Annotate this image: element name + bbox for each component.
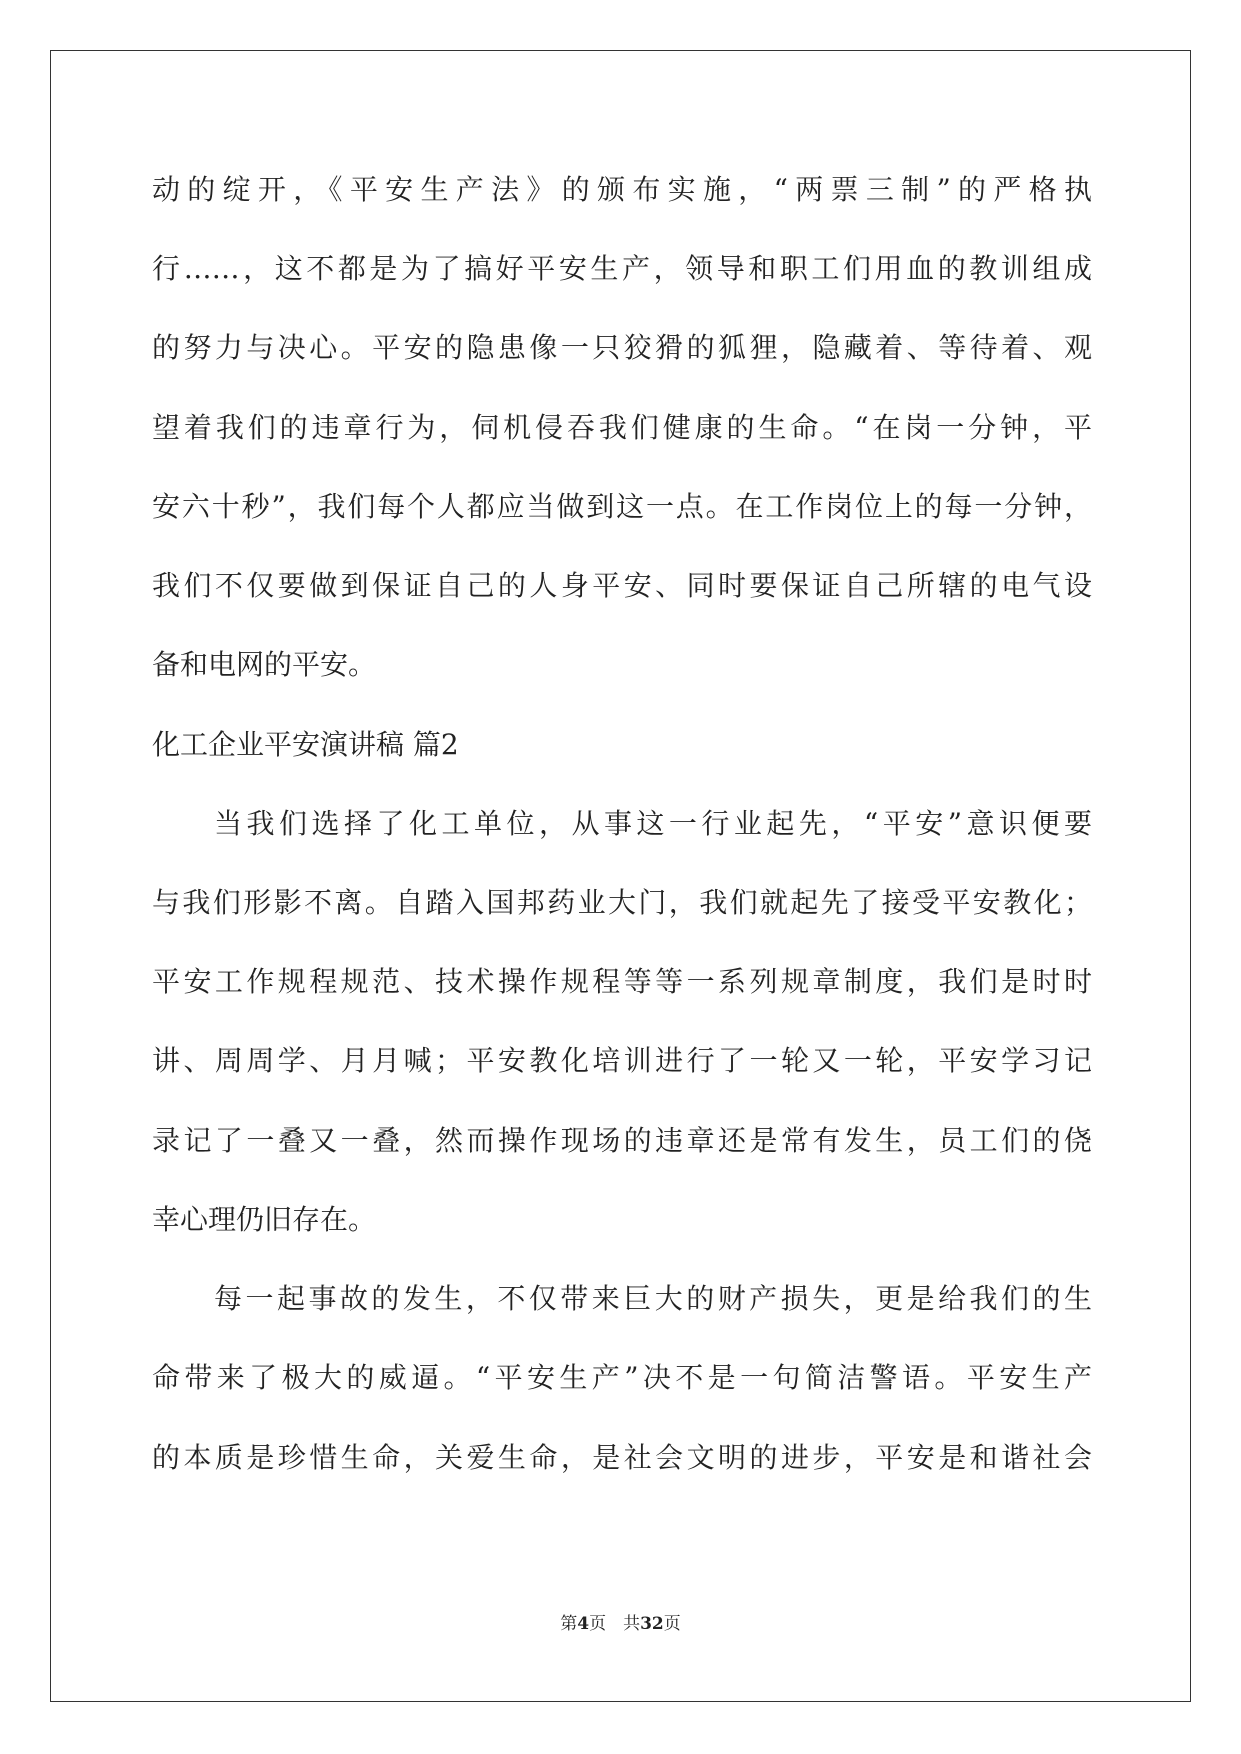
footer-prefix: 第 [560, 1614, 578, 1634]
section-heading: 化工企业平安演讲稿 篇2 [152, 728, 459, 761]
page-footer [0, 1612, 1241, 1636]
paragraph-line: 动的绽开，《平安生产法》的颁布实施，“两票三制”的严格执 [152, 173, 1092, 206]
paragraph-line: 讲、周周学、月月喊；平安教化培训进行了一轮又一轮，平安学习记 [152, 1044, 1092, 1077]
footer-suffix: 页 [663, 1614, 681, 1634]
paragraph-line: 命带来了极大的威逼。“平安生产”决不是一句简洁警语。平安生产 [152, 1361, 1092, 1394]
paragraph-line: 录记了一叠又一叠，然而操作现场的违章还是常有发生，员工们的侥 [152, 1124, 1092, 1157]
footer-middle: 页 共 [589, 1614, 641, 1634]
footer-page-number: 4 [577, 1614, 590, 1634]
paragraph-first-line: 当我们选择了化工单位，从事这一行业起先，“平安”意识便要 [214, 807, 1092, 840]
paragraph-line: 安六十秒”，我们每个人都应当做到这一点。在工作岗位上的每一分钟， [152, 490, 1092, 523]
paragraph-first-line: 每一起事故的发生，不仅带来巨大的财产损失，更是给我们的生 [214, 1282, 1092, 1315]
paragraph-line: 望着我们的违章行为，伺机侵吞我们健康的生命。“在岗一分钟，平 [152, 411, 1092, 444]
paragraph-line: 幸心理仍旧存在。 [152, 1203, 377, 1236]
paragraph-line: 我们不仅要做到保证自己的人身平安、同时要保证自己所辖的电气设 [152, 569, 1092, 602]
paragraph-line: 的努力与决心。平安的隐患像一只狡猾的狐狸，隐藏着、等待着、观 [152, 331, 1092, 364]
paragraph-line: 备和电网的平安。 [152, 648, 377, 681]
paragraph-line: 与我们形影不离。自踏入国邦药业大门，我们就起先了接受平安教化； [152, 886, 1092, 919]
footer-total-pages: 32 [640, 1614, 664, 1634]
paragraph-line: 行……，这不都是为了搞好平安生产，领导和职工们用血的教训组成 [152, 252, 1092, 285]
paragraph-line: 平安工作规程规范、技术操作规程等等一系列规章制度，我们是时时 [152, 965, 1092, 998]
paragraph-line: 的本质是珍惜生命，关爱生命，是社会文明的进步，平安是和谐社会 [152, 1441, 1092, 1474]
